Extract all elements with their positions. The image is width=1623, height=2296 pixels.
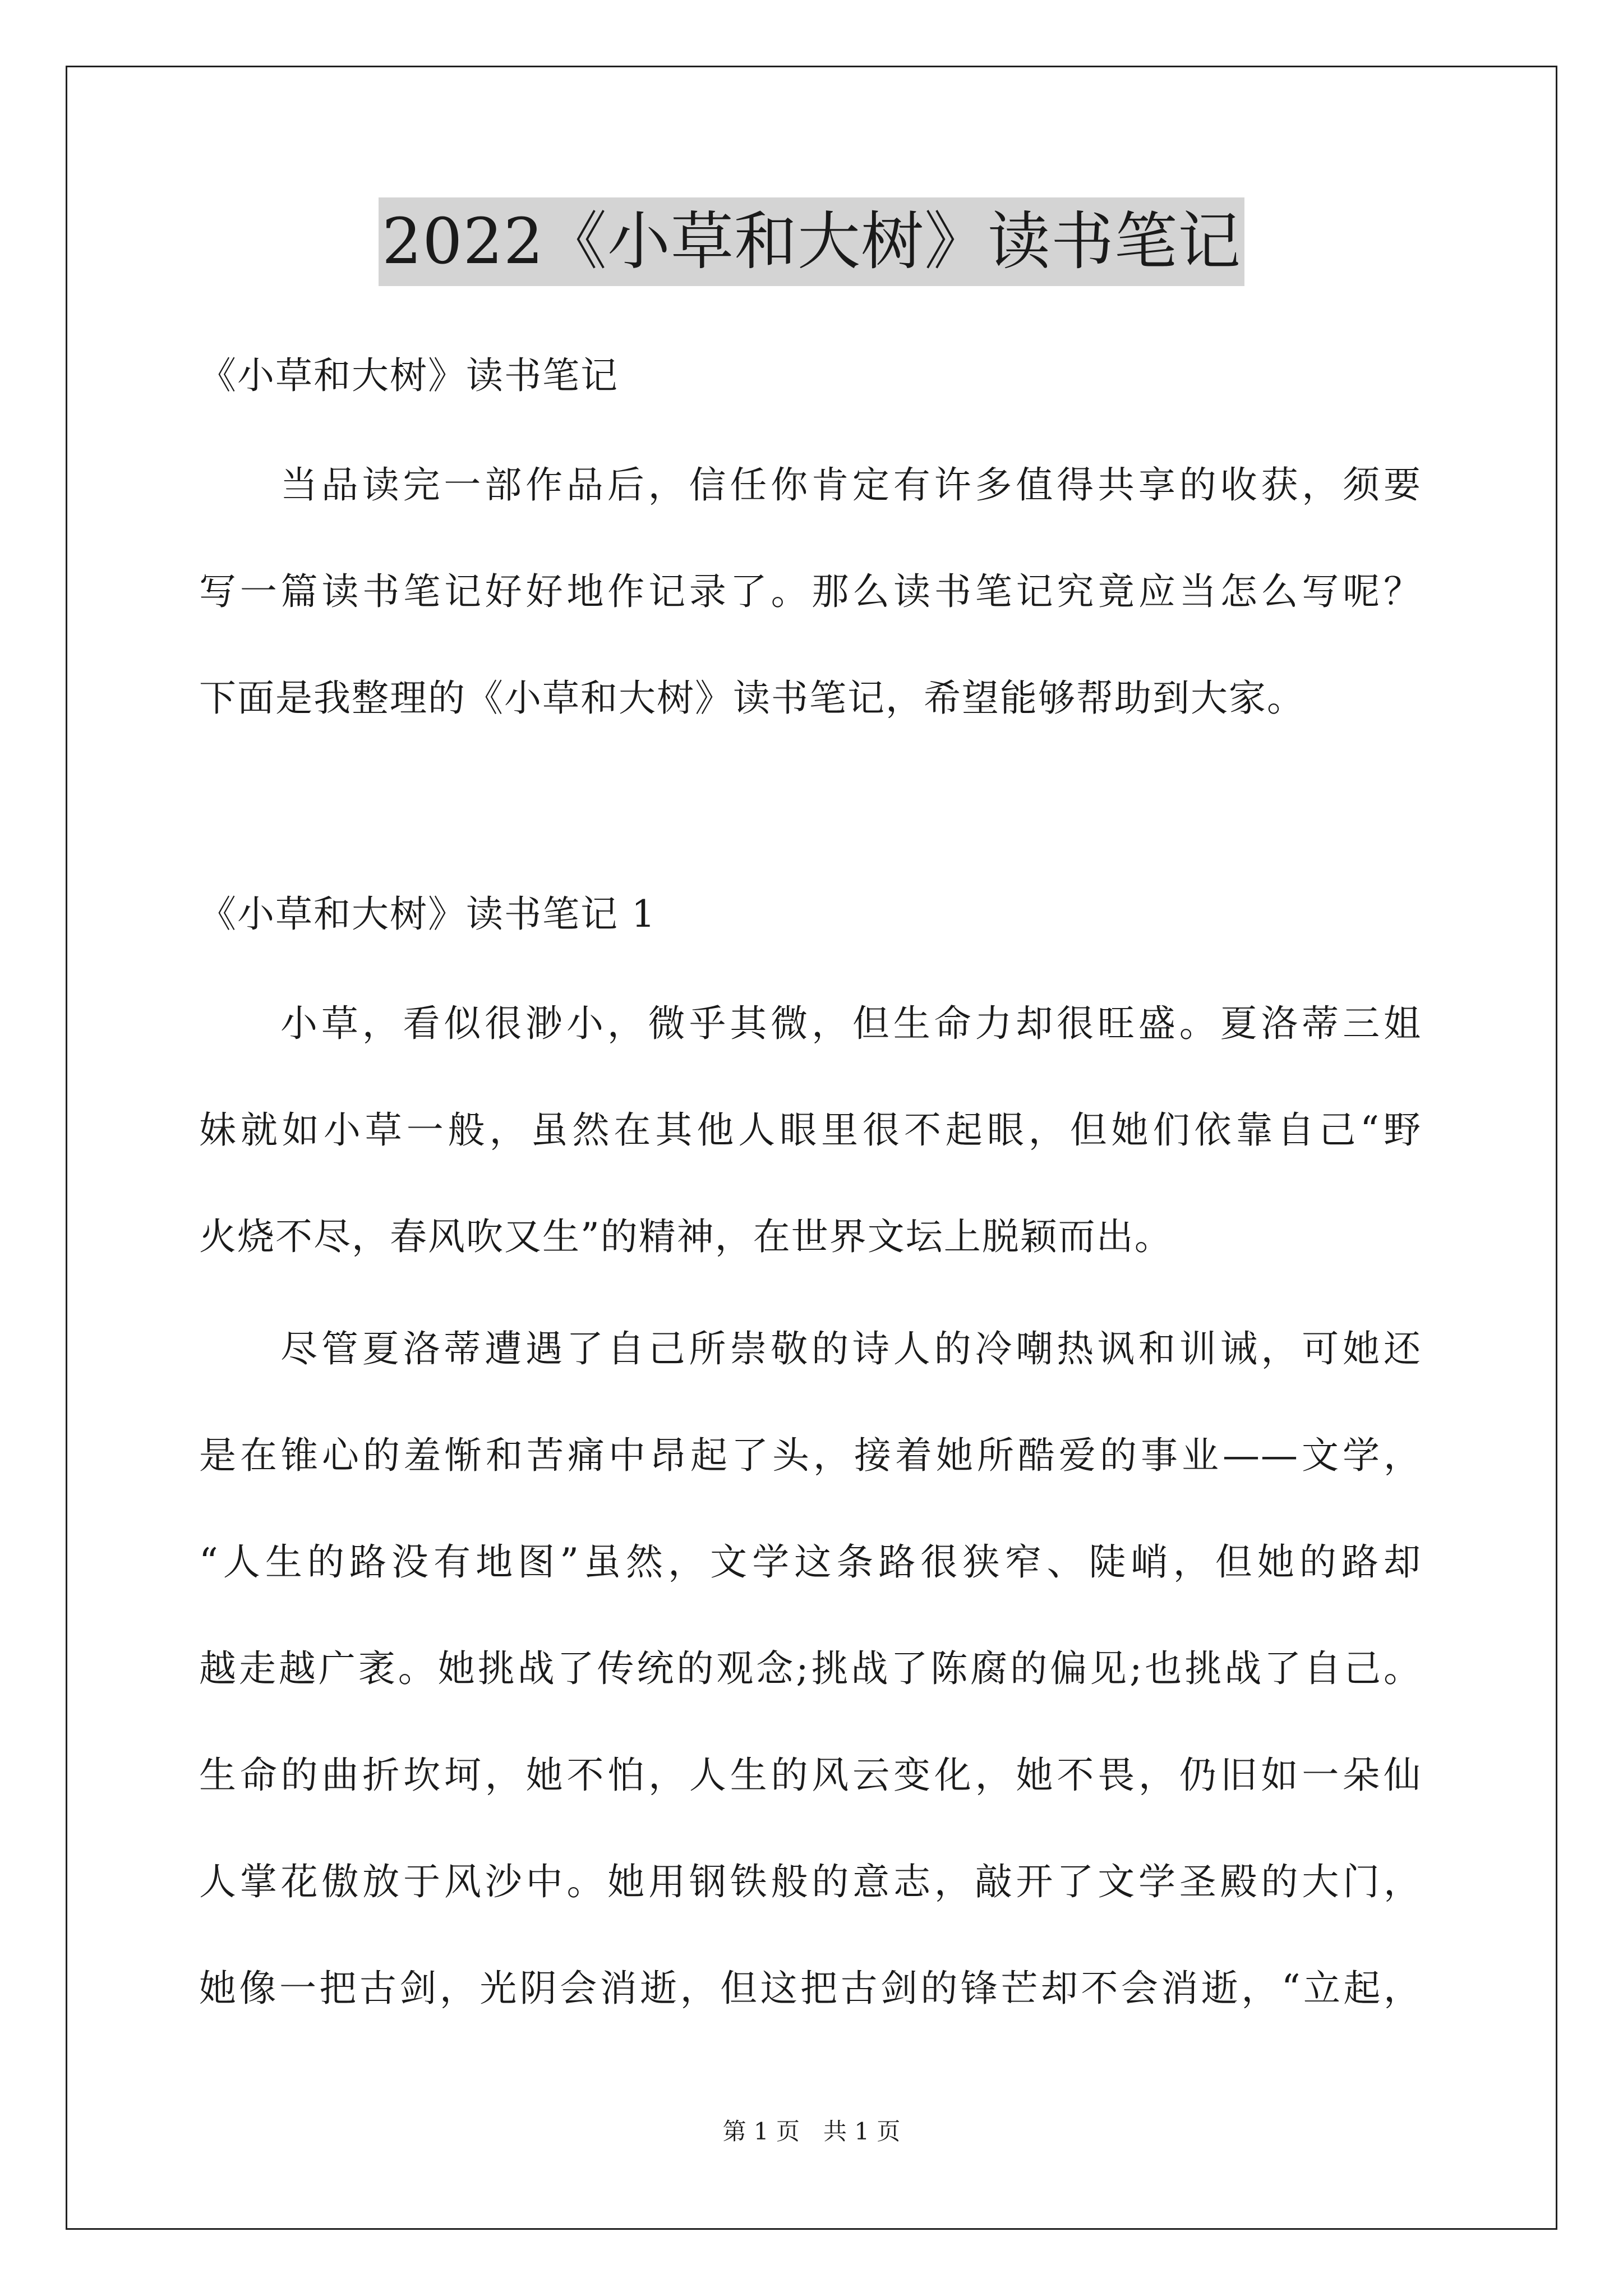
page-footer: 第 1 页 共 1 页 [722, 2118, 901, 2145]
intro-line-1: 当品读完一部作品后，信任你肯定有许多值得共享的收获，须要 [280, 463, 1422, 507]
p2-line-3: “人生的路没有地图”虽然，文学这条路很狭窄、陡峭，但她的路却 [199, 1540, 1422, 1584]
p2-line-7: 她像一把古剑，光阴会消逝，但这把古剑的锋芒却不会消逝，“立起， [199, 1967, 1422, 2010]
p2-line-4: 越走越广袤。她挑战了传统的观念;挑战了陈腐的偏见;也挑战了自己。 [199, 1647, 1422, 1690]
p2-line-1: 尽管夏洛蒂遭遇了自己所崇敬的诗人的冷嘲热讽和训诫，可她还 [280, 1327, 1422, 1370]
p1-line-1: 小草，看似很渺小，微乎其微，但生命力却很旺盛。夏洛蒂三姐 [280, 1002, 1422, 1045]
p2-line-6: 人掌花傲放于风沙中。她用钢铁般的意志，敲开了文学圣殿的大门， [199, 1860, 1422, 1903]
title-container [0, 197, 1623, 286]
p1-line-3: 火烧不尽，春风吹又生”的精神，在世界文坛上脱颖而出。 [199, 1215, 1173, 1258]
subheading: 《小草和大树》读书笔记 [199, 354, 619, 397]
p2-line-5: 生命的曲折坎坷，她不怕，人生的风云变化，她不畏，仍旧如一朵仙 [199, 1754, 1422, 1797]
intro-line-3: 下面是我整理的《小草和大树》读书笔记，希望能够帮助到大家。 [199, 677, 1305, 720]
document-title: 2022《小草和大树》读书笔记 [379, 197, 1244, 286]
intro-line-2: 写一篇读书笔记好好地作记录了。那么读书笔记究竟应当怎么写呢？ [199, 570, 1422, 613]
p2-line-2: 是在锥心的羞惭和苦痛中昂起了头，接着她所酷爱的事业——文学， [199, 1434, 1422, 1477]
p1-line-2: 妹就如小草一般，虽然在其他人眼里很不起眼，但她们依靠自己“野 [199, 1108, 1422, 1152]
section-heading: 《小草和大树》读书笔记 1 [199, 892, 656, 936]
